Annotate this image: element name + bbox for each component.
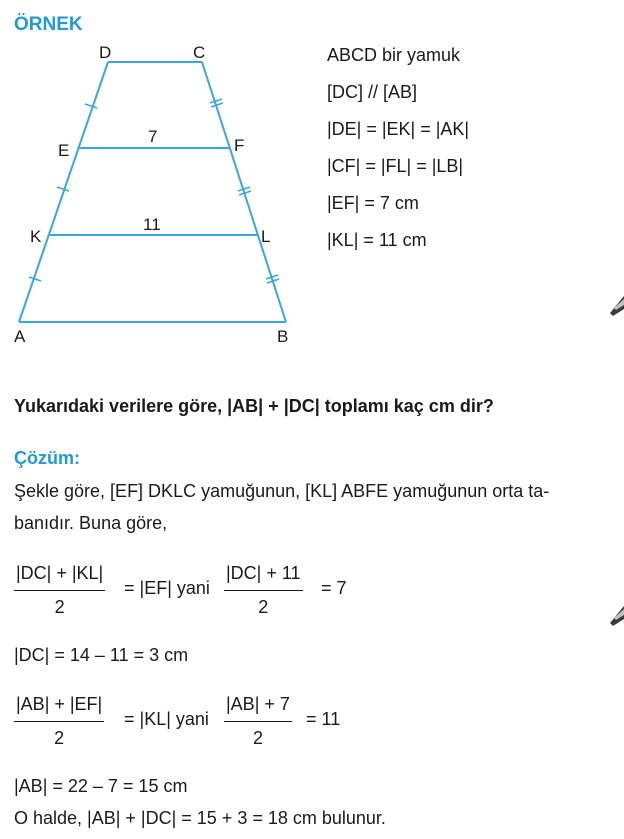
fraction [224, 694, 292, 749]
fraction-denominator: 2 [258, 597, 269, 617]
point-label-k: K [30, 227, 42, 246]
given-item: ABCD bir yamuk [327, 45, 461, 65]
pencil-icon [610, 296, 624, 316]
given-item: |KL| = 11 cm [327, 230, 427, 250]
fraction-numerator: |AB| + |EF| [16, 694, 103, 714]
solution-line-dc: |DC| = 14 – 11 = 3 cm [14, 645, 189, 665]
example-heading: ÖRNEK [14, 14, 83, 35]
point-label-f: F [234, 136, 245, 155]
length-ef: 7 [148, 127, 158, 146]
point-label-l: L [261, 227, 271, 246]
pencil-icon [610, 606, 624, 626]
given-item: |EF| = 7 cm [327, 193, 419, 213]
edge-ad [19, 62, 108, 322]
solution-heading: Çözüm: [14, 448, 80, 468]
equation-result: = 11 [306, 709, 341, 729]
solution-conclusion: O halde, |AB| + |DC| = 15 + 3 = 18 cm bulunur. [14, 808, 386, 828]
fraction-denominator: 2 [252, 728, 263, 748]
length-kl: 11 [143, 215, 161, 234]
given-item: |CF| = |FL| = |LB| [327, 156, 464, 176]
fraction-numerator: |DC| + |KL| [16, 563, 104, 583]
fraction-denominator: 2 [54, 597, 65, 617]
tick-cf [210, 99, 223, 107]
fraction [224, 563, 303, 618]
point-label-c: C [193, 43, 206, 62]
point-label-e: E [58, 141, 70, 160]
solution-line-ab: |AB| = 22 – 7 = 15 cm [14, 776, 188, 796]
point-label-b: B [277, 327, 289, 346]
fraction-bar [224, 590, 303, 591]
given-item: [DC] // [AB] [327, 82, 418, 102]
fraction-numerator: |DC| + 11 [226, 563, 301, 583]
fraction-numerator: |AB| + 7 [226, 694, 290, 714]
fraction-bar [14, 721, 104, 722]
solution-intro-line: banıdır. Buna göre, [14, 513, 168, 533]
fraction [14, 694, 104, 749]
trapezoid-figure [0, 36, 320, 356]
tick-de [85, 104, 97, 108]
fraction [14, 563, 105, 618]
equation-middle: = |KL| yani [124, 709, 209, 729]
equation-result: = 7 [321, 578, 347, 598]
fraction-bar [14, 590, 105, 591]
point-label-d: D [99, 43, 112, 62]
solution-intro-line: Şekle göre, [EF] DKLC yamuğunun, [KL] ABFE yamuğunun orta ta- [14, 481, 550, 501]
equation-middle: = |EF| yani [124, 578, 210, 598]
question-text: Yukarıdaki verilere göre, |AB| + |DC| toplamı kaç cm dir? [14, 396, 494, 416]
given-item: |DE| = |EK| = |AK| [327, 119, 470, 139]
fraction-denominator: 2 [54, 728, 65, 748]
fraction-bar [224, 721, 292, 722]
point-label-a: A [14, 327, 26, 346]
